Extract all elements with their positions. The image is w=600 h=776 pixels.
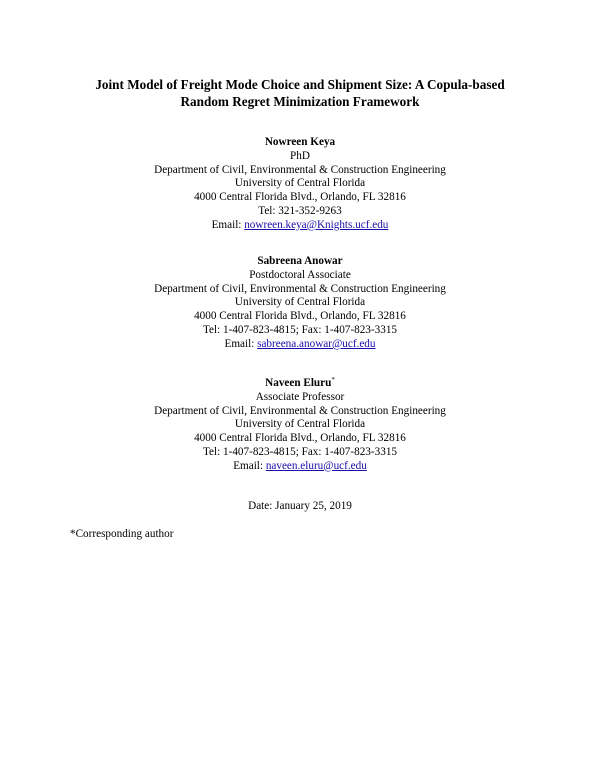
paper-title [40, 76, 560, 110]
author-name: Sabreena Anowar [257, 255, 343, 267]
email-label: Email: [224, 337, 258, 350]
document-date: Date: January 25, 2019 [248, 500, 352, 512]
author-email-line [40, 338, 560, 352]
author-address: 4000 Central Florida Blvd., Orlando, FL 32816 [194, 310, 406, 323]
email-label: Email: [211, 218, 245, 231]
author-phone: Tel: 321-352-9263 [258, 204, 342, 217]
author-phone: Tel: 1-407-823-4815; Fax: 1-407-823-3315 [202, 323, 398, 336]
author-university: University of Central Florida [234, 177, 366, 190]
author-position: Associate Professor [255, 390, 345, 403]
title-line-1: Joint Model of Freight Mode Choice and Shipment Size: A Copula-based [95, 77, 505, 92]
author-department: Department of Civil, Environmental & Construction Engineering [154, 404, 446, 417]
author-block-2 [40, 255, 560, 352]
author-university: University of Central Florida [234, 418, 366, 431]
author-email-line [40, 460, 560, 474]
author-email-link[interactable]: naveen.eluru@ucf.edu [265, 459, 367, 472]
corresponding-author-marker: * [331, 376, 335, 384]
author-position: Postdoctoral Associate [249, 268, 351, 281]
author-address: 4000 Central Florida Blvd., Orlando, FL 32816 [194, 432, 406, 445]
author-department: Department of Civil, Environmental & Construction Engineering [154, 163, 446, 176]
author-name: Nowreen Keya [264, 136, 336, 148]
author-address: 4000 Central Florida Blvd., Orlando, FL 32816 [194, 191, 406, 204]
title-line-2: Random Regret Minimization Framework [180, 94, 420, 109]
author-name: Naveen Eluru* [265, 376, 335, 389]
author-email-link[interactable]: nowreen.keya@Knights.ucf.edu [244, 218, 389, 231]
author-email-link[interactable]: sabreena.anowar@ucf.edu [257, 337, 376, 350]
author-university: University of Central Florida [234, 296, 366, 309]
author-email-line [40, 219, 560, 233]
author-position: PhD [290, 149, 310, 162]
email-label: Email: [233, 459, 266, 472]
corresponding-author-note: *Corresponding author [70, 528, 174, 540]
author-department: Department of Civil, Environmental & Construction Engineering [154, 282, 446, 295]
author-block-3 [40, 377, 560, 474]
author-phone: Tel: 1-407-823-4815; Fax: 1-407-823-3315 [202, 445, 398, 458]
author-block-1 [40, 136, 560, 233]
